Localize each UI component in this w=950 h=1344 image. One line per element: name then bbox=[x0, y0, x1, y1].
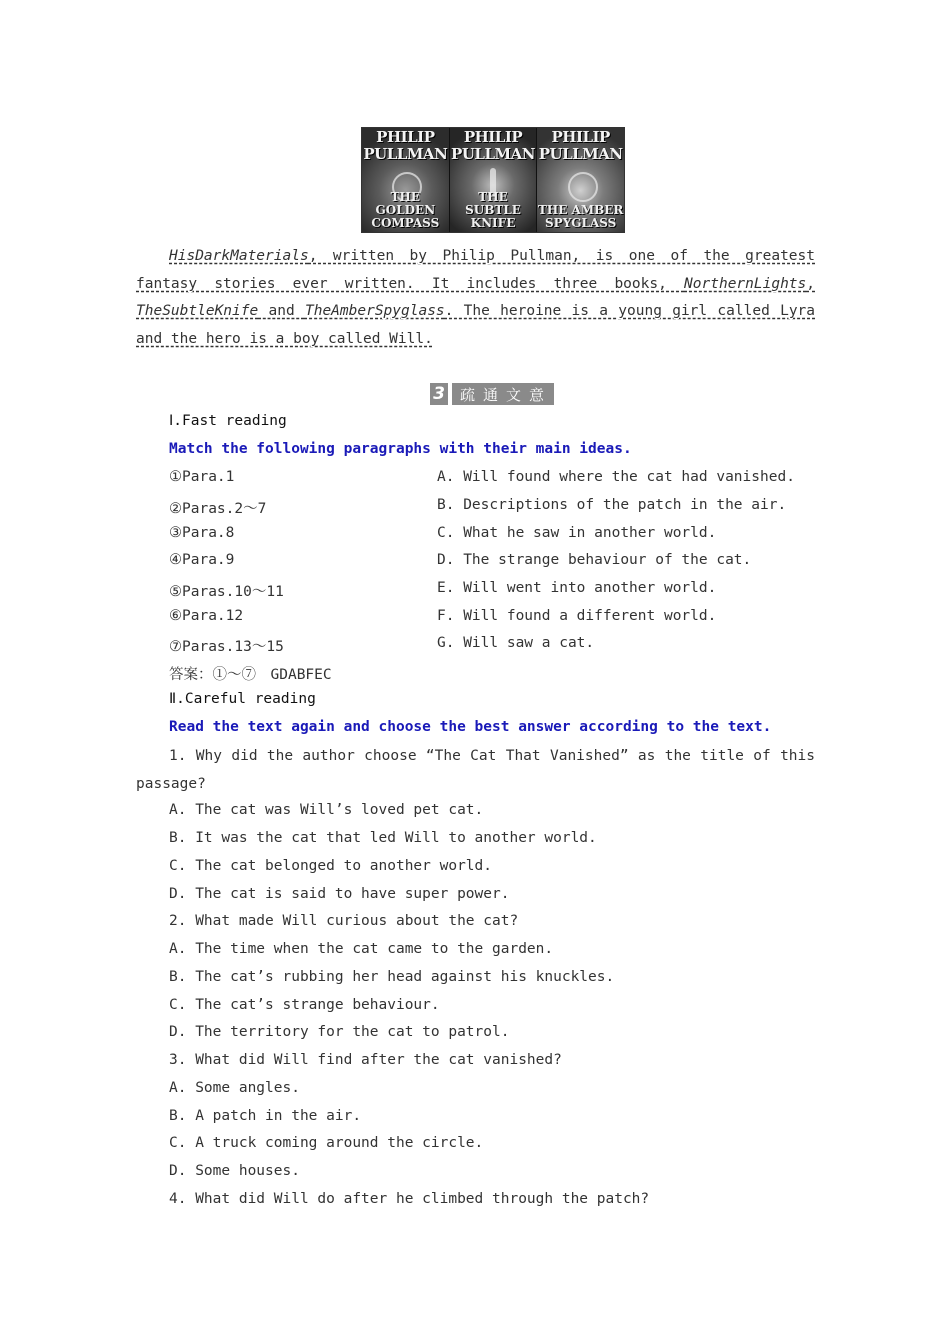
book-covers-image bbox=[361, 127, 625, 233]
question-4: 4. What did Will do after he climbed through the patch? bbox=[169, 1191, 650, 1207]
intro-text: , bbox=[806, 275, 815, 292]
main-idea: G. Will saw a cat. bbox=[437, 635, 595, 651]
careful-reading-heading: Ⅱ.Careful reading bbox=[169, 691, 316, 707]
cover-title: THE SUBTLE KNIFE bbox=[465, 190, 521, 230]
main-idea: F. Will found a different world. bbox=[437, 608, 717, 624]
main-idea: A. Will found where the cat had vanished. bbox=[437, 469, 795, 485]
para-ref: ⑦Paras.13～15 bbox=[169, 639, 284, 655]
option: A. Some angles. bbox=[169, 1080, 300, 1096]
option: B. A patch in the air. bbox=[169, 1108, 362, 1124]
cover-title: THE GOLDEN COMPASS bbox=[371, 190, 440, 230]
option: B. It was the cat that led Will to another world. bbox=[169, 830, 597, 846]
question-1: 1. Why did the author choose “The Cat That Vanished” as the title of this passage? bbox=[136, 748, 815, 792]
intro-text: . The heroine is a young girl called Lyra and the hero is a boy called Will. bbox=[136, 303, 816, 347]
fast-reading-heading: Ⅰ.Fast reading bbox=[169, 413, 287, 429]
option: A. The time when the cat came to the garden. bbox=[169, 941, 554, 957]
para-ref: ②Paras.2～7 bbox=[169, 501, 267, 517]
intro-text: and bbox=[258, 303, 305, 320]
section-banner bbox=[430, 383, 554, 405]
answer-line: 答案：①～⑦ GDABFEC bbox=[169, 667, 332, 683]
main-idea: E. Will went into another world. bbox=[437, 580, 717, 596]
option: D. The territory for the cat to patrol. bbox=[169, 1024, 510, 1040]
spyglass-emblem-icon bbox=[568, 172, 598, 202]
book-title: NorthernLights bbox=[684, 275, 807, 292]
para-ref: ③Para.8 bbox=[169, 525, 235, 541]
intro-paragraph bbox=[136, 243, 815, 353]
option: D. Some houses. bbox=[169, 1163, 300, 1179]
book-title: TheSubtleKnife bbox=[136, 303, 259, 320]
section-label: 疏通文意 bbox=[452, 383, 554, 405]
book-cover bbox=[362, 128, 450, 232]
option: D. The cat is said to have super power. bbox=[169, 886, 510, 902]
cover-author: PHILIP PULLMAN bbox=[451, 128, 535, 163]
book-cover bbox=[537, 128, 624, 232]
main-idea: D. The strange behaviour of the cat. bbox=[437, 552, 752, 568]
fast-reading-instruction: Match the following paragraphs with their main ideas. bbox=[169, 441, 632, 457]
question-2: 2. What made Will curious about the cat? bbox=[169, 913, 519, 929]
option: C. The cat belonged to another world. bbox=[169, 858, 493, 874]
para-ref: ⑥Para.12 bbox=[169, 608, 244, 624]
para-ref: ⑤Paras.10～11 bbox=[169, 584, 284, 600]
main-idea: B. Descriptions of the patch in the air. bbox=[437, 497, 787, 513]
intro-text: , written by Philip Pullman, is one of the greatest fantasy stories ever written. It includes three books, bbox=[136, 248, 815, 292]
work-title: HisDarkMaterials bbox=[169, 248, 309, 264]
book-cover bbox=[450, 128, 538, 232]
para-ref: ①Para.1 bbox=[169, 469, 235, 485]
main-idea: C. What he saw in another world. bbox=[437, 525, 717, 541]
cover-author: PHILIP PULLMAN bbox=[538, 128, 623, 163]
cover-title: THE AMBER SPYGLASS bbox=[537, 203, 624, 230]
para-ref: ④Para.9 bbox=[169, 552, 235, 568]
careful-reading-instruction: Read the text again and choose the best answer according to the text. bbox=[169, 719, 772, 735]
option: B. The cat’s rubbing her head against his knuckles. bbox=[169, 969, 615, 985]
book-title: TheAmberSpyglass bbox=[304, 303, 445, 320]
cover-author: PHILIP PULLMAN bbox=[363, 128, 448, 163]
option: C. The cat’s strange behaviour. bbox=[169, 997, 440, 1013]
option: C. A truck coming around the circle. bbox=[169, 1135, 484, 1151]
question-3: 3. What did Will find after the cat vanished? bbox=[169, 1052, 562, 1068]
section-number: 3 bbox=[430, 383, 448, 405]
option: A. The cat was Will’s loved pet cat. bbox=[169, 802, 484, 818]
